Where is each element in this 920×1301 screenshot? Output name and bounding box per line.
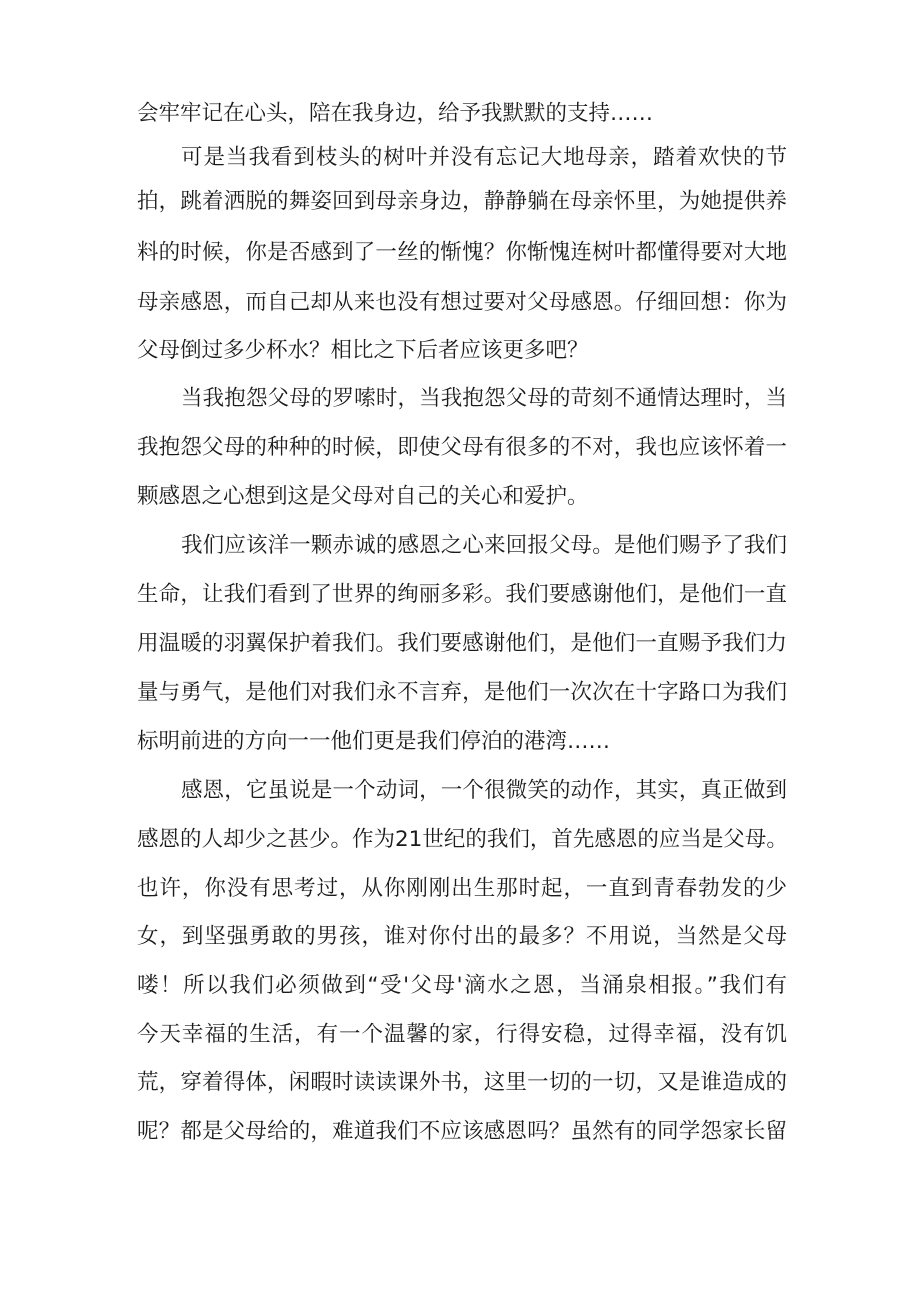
text-line-18: 女，到坚强勇敢的男孩，谁对你付出的最多？不用说，当然是父母: [137, 924, 787, 949]
text-line-10: 我们应该洋一颗赤诚的感恩之心来回报父母。是他们赐予了我们: [181, 533, 787, 558]
text-line-5: 母亲感恩，而自己却从来也没有想过要对父母感恩。仔细回想：你为: [137, 290, 787, 315]
text-line-13: 量与勇气，是他们对我们永不言弃，是他们一次次在十字路口为我们: [137, 680, 787, 705]
text-line-4: 料的时候，你是否感到了一丝的惭愧？你惭愧连树叶都懂得要对大地: [137, 240, 787, 265]
text-line-21: 荒，穿着得体，闲暇时读读课外书，这里一切的一切，又是谁造成的: [137, 1070, 787, 1095]
text-line-19: 喽！所以我们必须做到“受'父母'滴水之恩，当涌泉相报。”我们有: [137, 973, 787, 998]
text-line-17: 也许，你没有思考过，从你刚刚出生那时起，一直到青春勃发的少: [137, 876, 787, 901]
text-line-15: 感恩，它虽说是一个动词，一个很微笑的动作，其实，真正做到: [181, 778, 787, 803]
text-line-8: 我抱怨父母的种种的时候，即使父母有很多的不对，我也应该怀着一: [137, 435, 787, 460]
text-line-3: 拍，跳着洒脱的舞姿回到母亲身边，静静躺在母亲怀里，为她提供养: [137, 189, 787, 214]
text-line-1: 会牢牢记在心头，陪在我身边，给予我默默的支持……: [137, 101, 654, 126]
text-line-6: 父母倒过多少杯水？相比之下后者应该更多吧？: [137, 338, 589, 363]
text-line-9: 颗感恩之心想到这是父母对自己的关心和爱护。: [137, 484, 589, 509]
text-line-14: 标明前进的方向一一他们更是我们停泊的港湾……: [137, 729, 611, 754]
text-line-7: 当我抱怨父母的罗嗦时，当我抱怨父母的苛刻不通情达理时，当: [181, 386, 787, 411]
text-line-11: 生命，让我们看到了世界的绚丽多彩。我们要感谢他们，是他们一直: [137, 582, 787, 607]
text-line-12: 用温暖的羽翼保护着我们。我们要感谢他们，是他们一直赐予我们力: [137, 631, 787, 656]
text-line-16: 感恩的人却少之甚少。作为21世纪的我们，首先感恩的应当是父母。: [137, 827, 788, 852]
text-line-20: 今天幸福的生活，有一个温馨的家，行得安稳，过得幸福，没有饥: [137, 1022, 787, 1047]
text-line-22: 呢？都是父母给的，难道我们不应该感恩吗？虽然有的同学怨家长留: [137, 1119, 787, 1144]
text-line-2: 可是当我看到枝头的树叶并没有忘记大地母亲，踏着欢快的节: [181, 145, 787, 170]
